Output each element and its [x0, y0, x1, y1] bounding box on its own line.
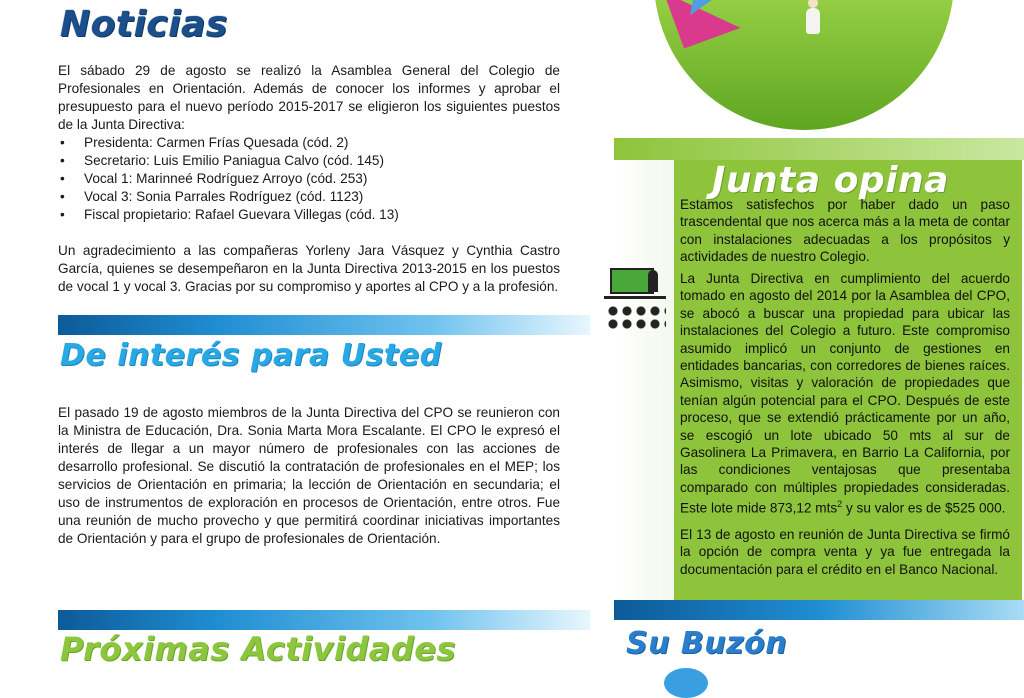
list-item: • Vocal 3: Sonia Parrales Rodríguez (cód. 1123) [58, 188, 560, 206]
child-figure [806, 8, 820, 34]
interes-body: El pasado 19 de agosto miembros de la Junta Directiva del CPO se reunieron con la Ministra de Educación, Dra. Sonia Marta Mora Escalante. El CPO le expresó el interés de llegar a un mayor número de profesionales con las acciones de desarrollo profesional. Se discutió la contratación de profesionales en el MEP; los servicios de Orientación en primaria; la lección de Orientación en secundaria; el uso de instrumentos de exploración en procesos de Orientación, entre otros. Fue una reunión de mucho provecho y que permitirá coordinar iniciativas importantes de Orientación y para el grupo de profesionales de Orientación. [58, 405, 560, 546]
list-item: • Secretario: Luis Emilio Paniagua Calvo (cód. 145) [58, 152, 560, 170]
noticias-intro: El sábado 29 de agosto se realizó la Asamblea General del Colegio de Profesionales en Orientación. Además de conocer los informes y aprobar el presupuesto para el nuevo período 2015-2017 se eligieron los siguientes puestos de la Junta Directiva: [58, 63, 560, 132]
proximas-heading: Próximas Actividades [60, 630, 456, 668]
junta-left-stripe [614, 160, 674, 600]
list-item: • Fiscal propietario: Rafael Guevara Villegas (cód. 13) [58, 206, 560, 224]
section-divider-bar [58, 610, 590, 630]
junta-p1: Estamos satisfechos por haber dado un paso trascendental que nos acerca más a la meta de contar con instalaciones adecuadas a los propósitos y actividades de nuestro Colegio. [680, 197, 1010, 265]
buzon-heading: Su Buzón [626, 626, 788, 661]
list-item: • Presidenta: Carmen Frías Quesada (cód. 2) [58, 134, 560, 152]
list-item: • Vocal 1: Marinneé Rodríguez Arroyo (cód. 253) [58, 170, 560, 188]
junta-top-bar [614, 138, 1024, 160]
junta-heading: Junta opina [712, 160, 949, 201]
junta-p2-sup: 2 [837, 499, 843, 510]
desk-icon [604, 296, 666, 299]
junta-p2-text: La Junta Directiva en cumplimiento del acuerdo tomado en agosto del 2014 por la Asamblea del CPO, se abocó a buscar una propiedad para ubicar las instalaciones del Colegio a futuro. Este compromiso asumido implicó un conjunto de gestiones en entidades bancarias, con corredores de bienes raíces. Asimismo, visitas y valoración de propiedades que tenían algún potencial para el CPO. Después de este proceso, que se extendió prácticamente por un año, se escogió un lote ubicado 50 mts al sur de Gasolinera La Primavera, en Barrio La California, por las condiciones ventajosas que presentaba comparado con múltiples propiedades consideradas. Este lote mide 873,12 mts [680, 271, 1010, 516]
section-divider-bar [58, 315, 590, 335]
noticias-thanks: Un agradecimiento a las compañeras Yorleny Jara Vásquez y Cynthia Castro García, quienes se desempeñaron en la Junta Directiva 2013-2015 en los puestos de vocal 1 y vocal 3. Gracias por su compromiso y aportes al CPO y a la profesión. [58, 243, 560, 294]
junta-p3: El 13 de agosto en reunión de Junta Directiva se firmó la opción de compra venta y ya fue entregada la documentación para el crédito en el Banco Nacional. [680, 527, 1010, 577]
noticias-heading: Noticias [60, 4, 228, 45]
teacher-icon [648, 270, 658, 292]
audience-icon [608, 306, 666, 330]
interes-heading: De interés para Usted [60, 338, 442, 373]
section-divider-bar [614, 600, 1024, 620]
kite-photo [654, 0, 954, 130]
noticias-list [58, 134, 560, 224]
junta-p2-end: y su valor es de $525 000. [842, 500, 1006, 516]
mailbox-icon [664, 668, 708, 698]
junta-p2 [680, 270, 1010, 517]
classroom-icon [604, 268, 666, 332]
